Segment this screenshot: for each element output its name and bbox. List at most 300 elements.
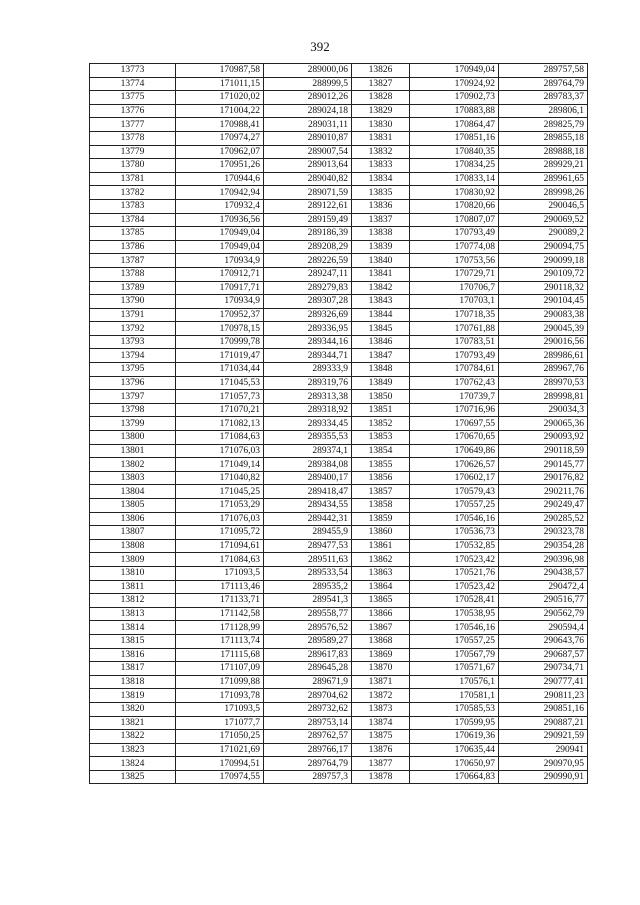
table-row <box>90 621 588 635</box>
coordinate-cell: 170581,1 <box>410 689 499 703</box>
coordinate-cell: 170974,27 <box>176 131 264 145</box>
coordinate-cell: 289247,11 <box>264 267 352 281</box>
coordinate-cell: 171021,69 <box>176 743 264 757</box>
coordinate-cell: 170585,53 <box>410 702 499 716</box>
point-number-cell: 13780 <box>90 159 176 173</box>
table-row <box>90 199 588 213</box>
table-row <box>90 308 588 322</box>
table-row <box>90 363 588 377</box>
point-number-cell: 13820 <box>90 702 176 716</box>
coordinate-cell: 289208,29 <box>264 240 352 254</box>
coordinate-cell: 289645,28 <box>264 662 352 676</box>
table-row <box>90 295 588 309</box>
point-number-cell: 13827 <box>352 77 410 91</box>
table-row <box>90 471 588 485</box>
coordinate-cell: 170546,16 <box>410 621 499 635</box>
coordinate-cell: 289122,61 <box>264 199 352 213</box>
point-number-cell: 13800 <box>90 431 176 445</box>
point-number-cell: 13822 <box>90 730 176 744</box>
table-row <box>90 104 588 118</box>
coordinate-cell: 290094,75 <box>499 240 588 254</box>
coordinate-cell: 290941 <box>499 743 588 757</box>
coordinate-cell: 170774,08 <box>410 240 499 254</box>
coordinate-cell: 289541,3 <box>264 594 352 608</box>
coordinate-cell: 290562,79 <box>499 607 588 621</box>
coordinate-cell: 171128,99 <box>176 621 264 635</box>
coordinate-cell: 289589,27 <box>264 634 352 648</box>
coordinate-cell: 170576,1 <box>410 675 499 689</box>
coordinate-cell: 289333,9 <box>264 363 352 377</box>
coordinate-cell: 290145,77 <box>499 458 588 472</box>
coordinate-cell: 289757,3 <box>264 770 352 784</box>
coordinate-cell: 290734,71 <box>499 662 588 676</box>
coordinate-cell: 170579,43 <box>410 485 499 499</box>
point-number-cell: 13833 <box>352 159 410 173</box>
point-number-cell: 13831 <box>352 131 410 145</box>
coordinate-cell: 171034,44 <box>176 363 264 377</box>
coordinate-cell: 289307,28 <box>264 295 352 309</box>
point-number-cell: 13837 <box>352 213 410 227</box>
point-number-cell: 13848 <box>352 363 410 377</box>
coordinate-cell: 290065,36 <box>499 417 588 431</box>
coordinate-cell: 290687,57 <box>499 648 588 662</box>
point-number-cell: 13776 <box>90 104 176 118</box>
table-row <box>90 743 588 757</box>
coordinate-cell: 171099,88 <box>176 675 264 689</box>
point-number-cell: 13834 <box>352 172 410 186</box>
table-row <box>90 64 588 78</box>
coordinate-cell: 170962,07 <box>176 145 264 159</box>
coordinate-cell: 171133,71 <box>176 594 264 608</box>
point-number-cell: 13860 <box>352 526 410 540</box>
point-number-cell: 13873 <box>352 702 410 716</box>
coordinate-cell: 289434,55 <box>264 499 352 513</box>
coordinate-cell: 171107,09 <box>176 662 264 676</box>
point-number-cell: 13854 <box>352 444 410 458</box>
coordinate-cell: 290034,3 <box>499 403 588 417</box>
coordinate-cell: 288999,5 <box>264 77 352 91</box>
point-number-cell: 13790 <box>90 295 176 309</box>
point-number-cell: 13836 <box>352 199 410 213</box>
coordinate-cell: 171020,02 <box>176 91 264 105</box>
coordinate-cell: 290118,59 <box>499 444 588 458</box>
coordinate-cell: 170793,49 <box>410 227 499 241</box>
coordinate-cell: 289477,53 <box>264 539 352 553</box>
coordinate-cell: 289704,62 <box>264 689 352 703</box>
coordinate-cell: 171084,63 <box>176 553 264 567</box>
coordinate-cell: 170830,92 <box>410 186 499 200</box>
point-number-cell: 13841 <box>352 267 410 281</box>
point-number-cell: 13821 <box>90 716 176 730</box>
coordinate-cell: 170864,47 <box>410 118 499 132</box>
coordinate-cell: 289967,76 <box>499 363 588 377</box>
coordinate-cell: 289313,38 <box>264 390 352 404</box>
coordinate-cell: 171082,13 <box>176 417 264 431</box>
table-row <box>90 566 588 580</box>
coordinate-cell: 290887,21 <box>499 716 588 730</box>
coordinate-cell: 171142,58 <box>176 607 264 621</box>
coordinates-table <box>89 63 588 784</box>
point-number-cell: 13803 <box>90 471 176 485</box>
coordinate-cell: 290438,57 <box>499 566 588 580</box>
coordinate-cell: 170664,83 <box>410 770 499 784</box>
table-row <box>90 186 588 200</box>
coordinate-cell: 170557,25 <box>410 634 499 648</box>
point-number-cell: 13801 <box>90 444 176 458</box>
point-number-cell: 13859 <box>352 512 410 526</box>
point-number-cell: 13792 <box>90 322 176 336</box>
table-row <box>90 390 588 404</box>
coordinate-cell: 170807,07 <box>410 213 499 227</box>
point-number-cell: 13862 <box>352 553 410 567</box>
point-number-cell: 13783 <box>90 199 176 213</box>
table-row <box>90 580 588 594</box>
coordinate-cell: 289336,95 <box>264 322 352 336</box>
point-number-cell: 13825 <box>90 770 176 784</box>
coordinate-cell: 170988,41 <box>176 118 264 132</box>
coordinate-cell: 170697,55 <box>410 417 499 431</box>
point-number-cell: 13875 <box>352 730 410 744</box>
coordinate-cell: 289012,26 <box>264 91 352 105</box>
table-row <box>90 675 588 689</box>
coordinate-cell: 289732,62 <box>264 702 352 716</box>
coordinate-cell: 170987,58 <box>176 64 264 78</box>
table-row <box>90 526 588 540</box>
table-row <box>90 213 588 227</box>
coordinate-cell: 289010,87 <box>264 131 352 145</box>
coordinate-cell: 170532,85 <box>410 539 499 553</box>
coordinate-cell: 170936,56 <box>176 213 264 227</box>
point-number-cell: 13861 <box>352 539 410 553</box>
coordinate-cell: 170934,9 <box>176 254 264 268</box>
coordinate-cell: 170951,26 <box>176 159 264 173</box>
coordinate-cell: 170833,14 <box>410 172 499 186</box>
coordinate-cell: 290354,28 <box>499 539 588 553</box>
coordinate-cell: 289071,59 <box>264 186 352 200</box>
coordinate-cell: 171077,7 <box>176 716 264 730</box>
coordinate-cell: 290396,98 <box>499 553 588 567</box>
point-number-cell: 13775 <box>90 91 176 105</box>
table-row <box>90 172 588 186</box>
point-number-cell: 13819 <box>90 689 176 703</box>
coordinate-cell: 289226,59 <box>264 254 352 268</box>
point-number-cell: 13877 <box>352 757 410 771</box>
point-number-cell: 13857 <box>352 485 410 499</box>
point-number-cell: 13805 <box>90 499 176 513</box>
coordinate-cell: 170599,95 <box>410 716 499 730</box>
coordinate-cell: 171053,29 <box>176 499 264 513</box>
point-number-cell: 13835 <box>352 186 410 200</box>
coordinate-cell: 289762,57 <box>264 730 352 744</box>
coordinate-cell: 290069,52 <box>499 213 588 227</box>
coordinate-cell: 290970,95 <box>499 757 588 771</box>
coordinate-cell: 289344,16 <box>264 335 352 349</box>
point-number-cell: 13802 <box>90 458 176 472</box>
table-row <box>90 648 588 662</box>
coordinate-cell: 170761,88 <box>410 322 499 336</box>
table-row <box>90 689 588 703</box>
coordinate-cell: 289000,06 <box>264 64 352 78</box>
coordinate-cell: 170703,1 <box>410 295 499 309</box>
point-number-cell: 13774 <box>90 77 176 91</box>
coordinate-cell: 170942,94 <box>176 186 264 200</box>
point-number-cell: 13866 <box>352 607 410 621</box>
coordinate-cell: 170571,67 <box>410 662 499 676</box>
coordinate-cell: 289344,71 <box>264 349 352 363</box>
coordinate-cell: 289671,9 <box>264 675 352 689</box>
coordinate-cell: 170546,16 <box>410 512 499 526</box>
coordinate-cell: 289764,79 <box>264 757 352 771</box>
point-number-cell: 13846 <box>352 335 410 349</box>
point-number-cell: 13858 <box>352 499 410 513</box>
coordinate-cell: 289825,79 <box>499 118 588 132</box>
coordinate-cell: 289558,77 <box>264 607 352 621</box>
point-number-cell: 13842 <box>352 281 410 295</box>
point-number-cell: 13793 <box>90 335 176 349</box>
coordinate-cell: 171076,03 <box>176 444 264 458</box>
page-number: 392 <box>310 39 330 54</box>
point-number-cell: 13811 <box>90 580 176 594</box>
coordinate-cell: 289318,92 <box>264 403 352 417</box>
table-row <box>90 335 588 349</box>
coordinate-cell: 170952,37 <box>176 308 264 322</box>
coordinate-cell: 290921,59 <box>499 730 588 744</box>
coordinate-cell: 171070,21 <box>176 403 264 417</box>
coordinate-cell: 170974,55 <box>176 770 264 784</box>
coordinate-cell: 170649,86 <box>410 444 499 458</box>
coordinate-cell: 289535,2 <box>264 580 352 594</box>
table-row <box>90 444 588 458</box>
coordinate-cell: 170944,6 <box>176 172 264 186</box>
table-row <box>90 349 588 363</box>
point-number-cell: 13878 <box>352 770 410 784</box>
coordinate-cell: 289855,18 <box>499 131 588 145</box>
point-number-cell: 13818 <box>90 675 176 689</box>
coordinate-cell: 290109,72 <box>499 267 588 281</box>
table-row <box>90 254 588 268</box>
point-number-cell: 13870 <box>352 662 410 676</box>
coordinate-cell: 289753,14 <box>264 716 352 730</box>
point-number-cell: 13863 <box>352 566 410 580</box>
coordinate-cell: 171076,03 <box>176 512 264 526</box>
coordinate-cell: 290811,23 <box>499 689 588 703</box>
coordinate-cell: 290176,82 <box>499 471 588 485</box>
coordinate-cell: 170793,49 <box>410 349 499 363</box>
coordinate-cell: 170978,15 <box>176 322 264 336</box>
coordinate-cell: 290472,4 <box>499 580 588 594</box>
point-number-cell: 13856 <box>352 471 410 485</box>
point-number-cell: 13808 <box>90 539 176 553</box>
point-number-cell: 13781 <box>90 172 176 186</box>
coordinate-cell: 170739,7 <box>410 390 499 404</box>
coordinate-cell: 170994,51 <box>176 757 264 771</box>
point-number-cell: 13868 <box>352 634 410 648</box>
point-number-cell: 13871 <box>352 675 410 689</box>
coordinate-cell: 289998,26 <box>499 186 588 200</box>
coordinate-cell: 171093,5 <box>176 702 264 716</box>
point-number-cell: 13855 <box>352 458 410 472</box>
coordinate-cell: 171057,73 <box>176 390 264 404</box>
coordinate-cell: 171004,22 <box>176 104 264 118</box>
coordinate-cell: 289617,83 <box>264 648 352 662</box>
point-number-cell: 13816 <box>90 648 176 662</box>
table-row <box>90 240 588 254</box>
coordinate-cell: 290118,32 <box>499 281 588 295</box>
table-row <box>90 730 588 744</box>
point-number-cell: 13852 <box>352 417 410 431</box>
coordinate-cell: 170528,41 <box>410 594 499 608</box>
coordinate-cell: 289031,11 <box>264 118 352 132</box>
coordinate-cell: 170523,42 <box>410 580 499 594</box>
table-row <box>90 716 588 730</box>
point-number-cell: 13826 <box>352 64 410 78</box>
table-row <box>90 376 588 390</box>
point-number-cell: 13777 <box>90 118 176 132</box>
point-number-cell: 13844 <box>352 308 410 322</box>
coordinate-cell: 289024,18 <box>264 104 352 118</box>
coordinate-cell: 170783,51 <box>410 335 499 349</box>
coordinate-cell: 289576,52 <box>264 621 352 635</box>
table-row <box>90 322 588 336</box>
point-number-cell: 13830 <box>352 118 410 132</box>
coordinate-cell: 290211,76 <box>499 485 588 499</box>
coordinate-cell: 290777,41 <box>499 675 588 689</box>
point-number-cell: 13804 <box>90 485 176 499</box>
point-number-cell: 13845 <box>352 322 410 336</box>
coordinate-cell: 290594,4 <box>499 621 588 635</box>
point-number-cell: 13794 <box>90 349 176 363</box>
coordinate-cell: 171113,46 <box>176 580 264 594</box>
point-number-cell: 13847 <box>352 349 410 363</box>
point-number-cell: 13799 <box>90 417 176 431</box>
coordinate-cell: 170557,25 <box>410 499 499 513</box>
coordinate-cell: 289764,79 <box>499 77 588 91</box>
coordinate-cell: 289186,39 <box>264 227 352 241</box>
coordinate-cell: 170917,71 <box>176 281 264 295</box>
coordinate-cell: 170753,56 <box>410 254 499 268</box>
coordinate-cell: 170999,78 <box>176 335 264 349</box>
coordinate-cell: 170650,97 <box>410 757 499 771</box>
coordinate-cell: 170602,17 <box>410 471 499 485</box>
point-number-cell: 13839 <box>352 240 410 254</box>
coordinate-cell: 171011,15 <box>176 77 264 91</box>
point-number-cell: 13865 <box>352 594 410 608</box>
coordinate-cell: 170635,44 <box>410 743 499 757</box>
coordinate-cell: 290285,52 <box>499 512 588 526</box>
coordinate-cell: 289279,83 <box>264 281 352 295</box>
point-number-cell: 13829 <box>352 104 410 118</box>
coordinate-cell: 171045,53 <box>176 376 264 390</box>
point-number-cell: 13779 <box>90 145 176 159</box>
table-row <box>90 539 588 553</box>
table-row <box>90 512 588 526</box>
table-row <box>90 417 588 431</box>
point-number-cell: 13795 <box>90 363 176 377</box>
coordinate-cell: 290323,78 <box>499 526 588 540</box>
coordinate-cell: 170536,73 <box>410 526 499 540</box>
coordinate-cell: 171040,82 <box>176 471 264 485</box>
table-row <box>90 702 588 716</box>
coordinate-cell: 170934,9 <box>176 295 264 309</box>
coordinate-cell: 290016,56 <box>499 335 588 349</box>
coordinate-cell: 170619,36 <box>410 730 499 744</box>
coordinate-cell: 170538,95 <box>410 607 499 621</box>
coordinate-cell: 289384,08 <box>264 458 352 472</box>
table-row <box>90 431 588 445</box>
coordinate-cell: 289961,65 <box>499 172 588 186</box>
table-row <box>90 499 588 513</box>
coordinate-cell: 289040,82 <box>264 172 352 186</box>
point-number-cell: 13796 <box>90 376 176 390</box>
point-number-cell: 13785 <box>90 227 176 241</box>
coordinate-cell: 171050,25 <box>176 730 264 744</box>
point-number-cell: 13807 <box>90 526 176 540</box>
coordinate-cell: 171019,47 <box>176 349 264 363</box>
table-row <box>90 403 588 417</box>
table-row <box>90 553 588 567</box>
point-number-cell: 13787 <box>90 254 176 268</box>
coordinate-cell: 289007,54 <box>264 145 352 159</box>
table-row <box>90 159 588 173</box>
coordinate-cell: 290104,45 <box>499 295 588 309</box>
coordinate-cell: 170883,88 <box>410 104 499 118</box>
point-number-cell: 13864 <box>352 580 410 594</box>
point-number-cell: 13798 <box>90 403 176 417</box>
coordinate-cell: 170949,04 <box>410 64 499 78</box>
coordinate-cell: 170924,92 <box>410 77 499 91</box>
coordinate-cell: 170521,76 <box>410 566 499 580</box>
point-number-cell: 13872 <box>352 689 410 703</box>
table-row <box>90 757 588 771</box>
coordinate-cell: 290046,5 <box>499 199 588 213</box>
point-number-cell: 13812 <box>90 594 176 608</box>
point-number-cell: 13815 <box>90 634 176 648</box>
coordinate-cell: 290099,18 <box>499 254 588 268</box>
point-number-cell: 13810 <box>90 566 176 580</box>
point-number-cell: 13817 <box>90 662 176 676</box>
coordinate-cell: 170902,73 <box>410 91 499 105</box>
coordinate-cell: 170820,66 <box>410 199 499 213</box>
table-row <box>90 594 588 608</box>
coordinate-cell: 170718,35 <box>410 308 499 322</box>
coordinate-cell: 170834,25 <box>410 159 499 173</box>
coordinate-cell: 289418,47 <box>264 485 352 499</box>
table-row <box>90 607 588 621</box>
table-row <box>90 485 588 499</box>
coordinate-cell: 171093,5 <box>176 566 264 580</box>
coordinate-cell: 289533,54 <box>264 566 352 580</box>
coordinate-cell: 171049,14 <box>176 458 264 472</box>
point-number-cell: 13778 <box>90 131 176 145</box>
point-number-cell: 13814 <box>90 621 176 635</box>
point-number-cell: 13869 <box>352 648 410 662</box>
coordinate-cell: 170523,42 <box>410 553 499 567</box>
coordinate-cell: 289986,61 <box>499 349 588 363</box>
table-row <box>90 634 588 648</box>
point-number-cell: 13849 <box>352 376 410 390</box>
coordinate-cell: 290516,77 <box>499 594 588 608</box>
coordinate-cell: 289970,53 <box>499 376 588 390</box>
coordinate-cell: 170912,71 <box>176 267 264 281</box>
coordinate-cell: 290083,38 <box>499 308 588 322</box>
coordinate-cell: 290093,92 <box>499 431 588 445</box>
coordinate-cell: 289929,21 <box>499 159 588 173</box>
point-number-cell: 13832 <box>352 145 410 159</box>
coordinate-cell: 289355,53 <box>264 431 352 445</box>
coordinate-cell: 170706,7 <box>410 281 499 295</box>
coordinate-cell: 170840,35 <box>410 145 499 159</box>
coordinate-cell: 170670,65 <box>410 431 499 445</box>
